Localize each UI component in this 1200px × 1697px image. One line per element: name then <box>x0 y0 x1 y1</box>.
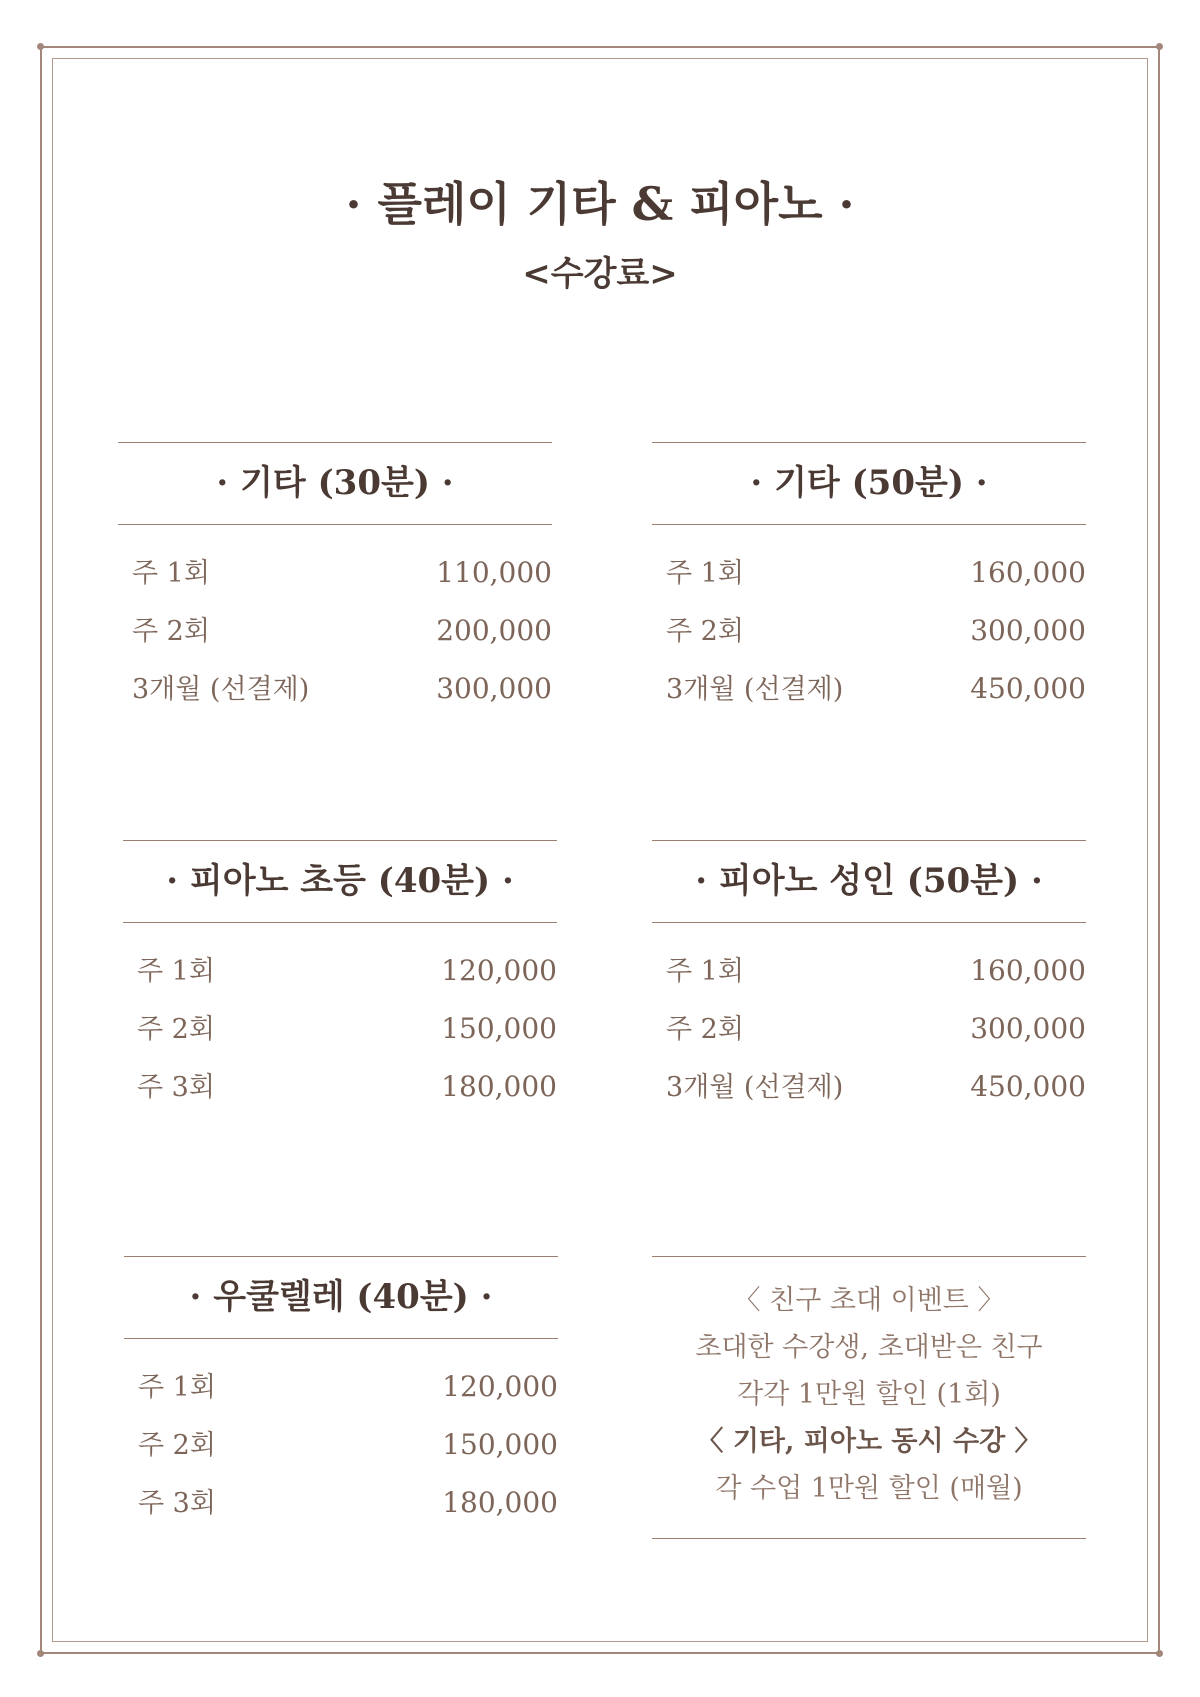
section-heading: · 기타 (30분) · <box>216 463 454 503</box>
plan-label: 주 2회 <box>137 1014 215 1045</box>
price-section-piano-adult <box>652 840 1086 1123</box>
price-row <box>118 551 552 609</box>
plan-price: 160,000 <box>970 556 1086 589</box>
price-row <box>124 1365 558 1423</box>
price-row <box>652 949 1086 1007</box>
event-line: 초대한 수강생, 초대받은 친구 <box>695 1332 1043 1363</box>
price-row <box>652 1007 1086 1065</box>
plan-label: 주 2회 <box>666 1014 744 1045</box>
plan-price: 150,000 <box>441 1012 557 1045</box>
price-list <box>124 1339 558 1539</box>
price-list <box>118 525 552 725</box>
event-line: 각 수업 1만원 할인 (매월) <box>715 1473 1023 1504</box>
price-list <box>123 923 557 1123</box>
price-row <box>124 1423 558 1481</box>
price-row <box>118 609 552 667</box>
plan-price: 110,000 <box>436 556 552 589</box>
plan-price: 300,000 <box>436 672 552 705</box>
price-section-guitar-50 <box>652 442 1086 725</box>
plan-label: 주 3회 <box>138 1488 216 1519</box>
plan-label: 주 1회 <box>666 558 744 589</box>
plan-price: 180,000 <box>441 1070 557 1103</box>
price-row <box>652 1065 1086 1123</box>
price-row <box>123 1007 557 1065</box>
page-title: · 플레이 기타 & 피아노 · <box>345 177 855 231</box>
price-row <box>124 1481 558 1539</box>
price-row <box>123 1065 557 1123</box>
event-bottom-rule <box>652 1538 1086 1539</box>
section-heading: · 피아노 초등 (40분) · <box>166 861 514 901</box>
plan-price: 450,000 <box>970 672 1086 705</box>
corner-ornament-top-right <box>1156 43 1163 50</box>
price-row <box>123 949 557 1007</box>
price-row <box>652 609 1086 667</box>
event-text <box>652 1257 1086 1538</box>
price-row <box>652 667 1086 725</box>
plan-label: 주 1회 <box>666 956 744 987</box>
price-list <box>652 525 1086 725</box>
plan-label: 주 2회 <box>666 616 744 647</box>
plan-label: 주 1회 <box>138 1372 216 1403</box>
section-heading: · 피아노 성인 (50분) · <box>695 861 1043 901</box>
plan-price: 150,000 <box>442 1428 558 1461</box>
plan-price: 180,000 <box>442 1486 558 1519</box>
plan-label: 주 3회 <box>137 1072 215 1103</box>
plan-label: 주 2회 <box>132 616 210 647</box>
page-subtitle: <수강료> <box>522 254 678 294</box>
plan-label: 주 2회 <box>138 1430 216 1461</box>
price-section-guitar-30 <box>118 442 552 725</box>
plan-label: 3개월 (선결제) <box>132 674 310 705</box>
corner-ornament-top-left <box>37 43 44 50</box>
plan-price: 120,000 <box>442 1370 558 1403</box>
event-box <box>652 1256 1086 1539</box>
plan-price: 300,000 <box>970 1012 1086 1045</box>
price-row <box>118 667 552 725</box>
plan-label: 주 1회 <box>137 956 215 987</box>
plan-price: 120,000 <box>441 954 557 987</box>
section-heading: · 기타 (50분) · <box>750 463 988 503</box>
corner-ornament-bottom-right <box>1156 1650 1163 1657</box>
price-list <box>652 923 1086 1123</box>
plan-price: 200,000 <box>436 614 552 647</box>
event-heading-combo: 〈 기타, 피아노 동시 수강 〉 <box>696 1426 1042 1457</box>
price-row <box>652 551 1086 609</box>
plan-label: 3개월 (선결제) <box>666 1072 844 1103</box>
plan-label: 주 1회 <box>132 558 210 589</box>
event-line: 각각 1만원 할인 (1회) <box>737 1379 1001 1410</box>
plan-price: 300,000 <box>970 614 1086 647</box>
price-section-ukulele <box>124 1256 558 1539</box>
price-section-piano-elementary <box>123 840 557 1123</box>
plan-price: 450,000 <box>970 1070 1086 1103</box>
plan-label: 3개월 (선결제) <box>666 674 844 705</box>
event-heading-friend: 〈 친구 초대 이벤트 〉 <box>733 1285 1005 1316</box>
plan-price: 160,000 <box>970 954 1086 987</box>
section-heading: · 우쿨렐레 (40분) · <box>189 1277 493 1317</box>
corner-ornament-bottom-left <box>37 1650 44 1657</box>
